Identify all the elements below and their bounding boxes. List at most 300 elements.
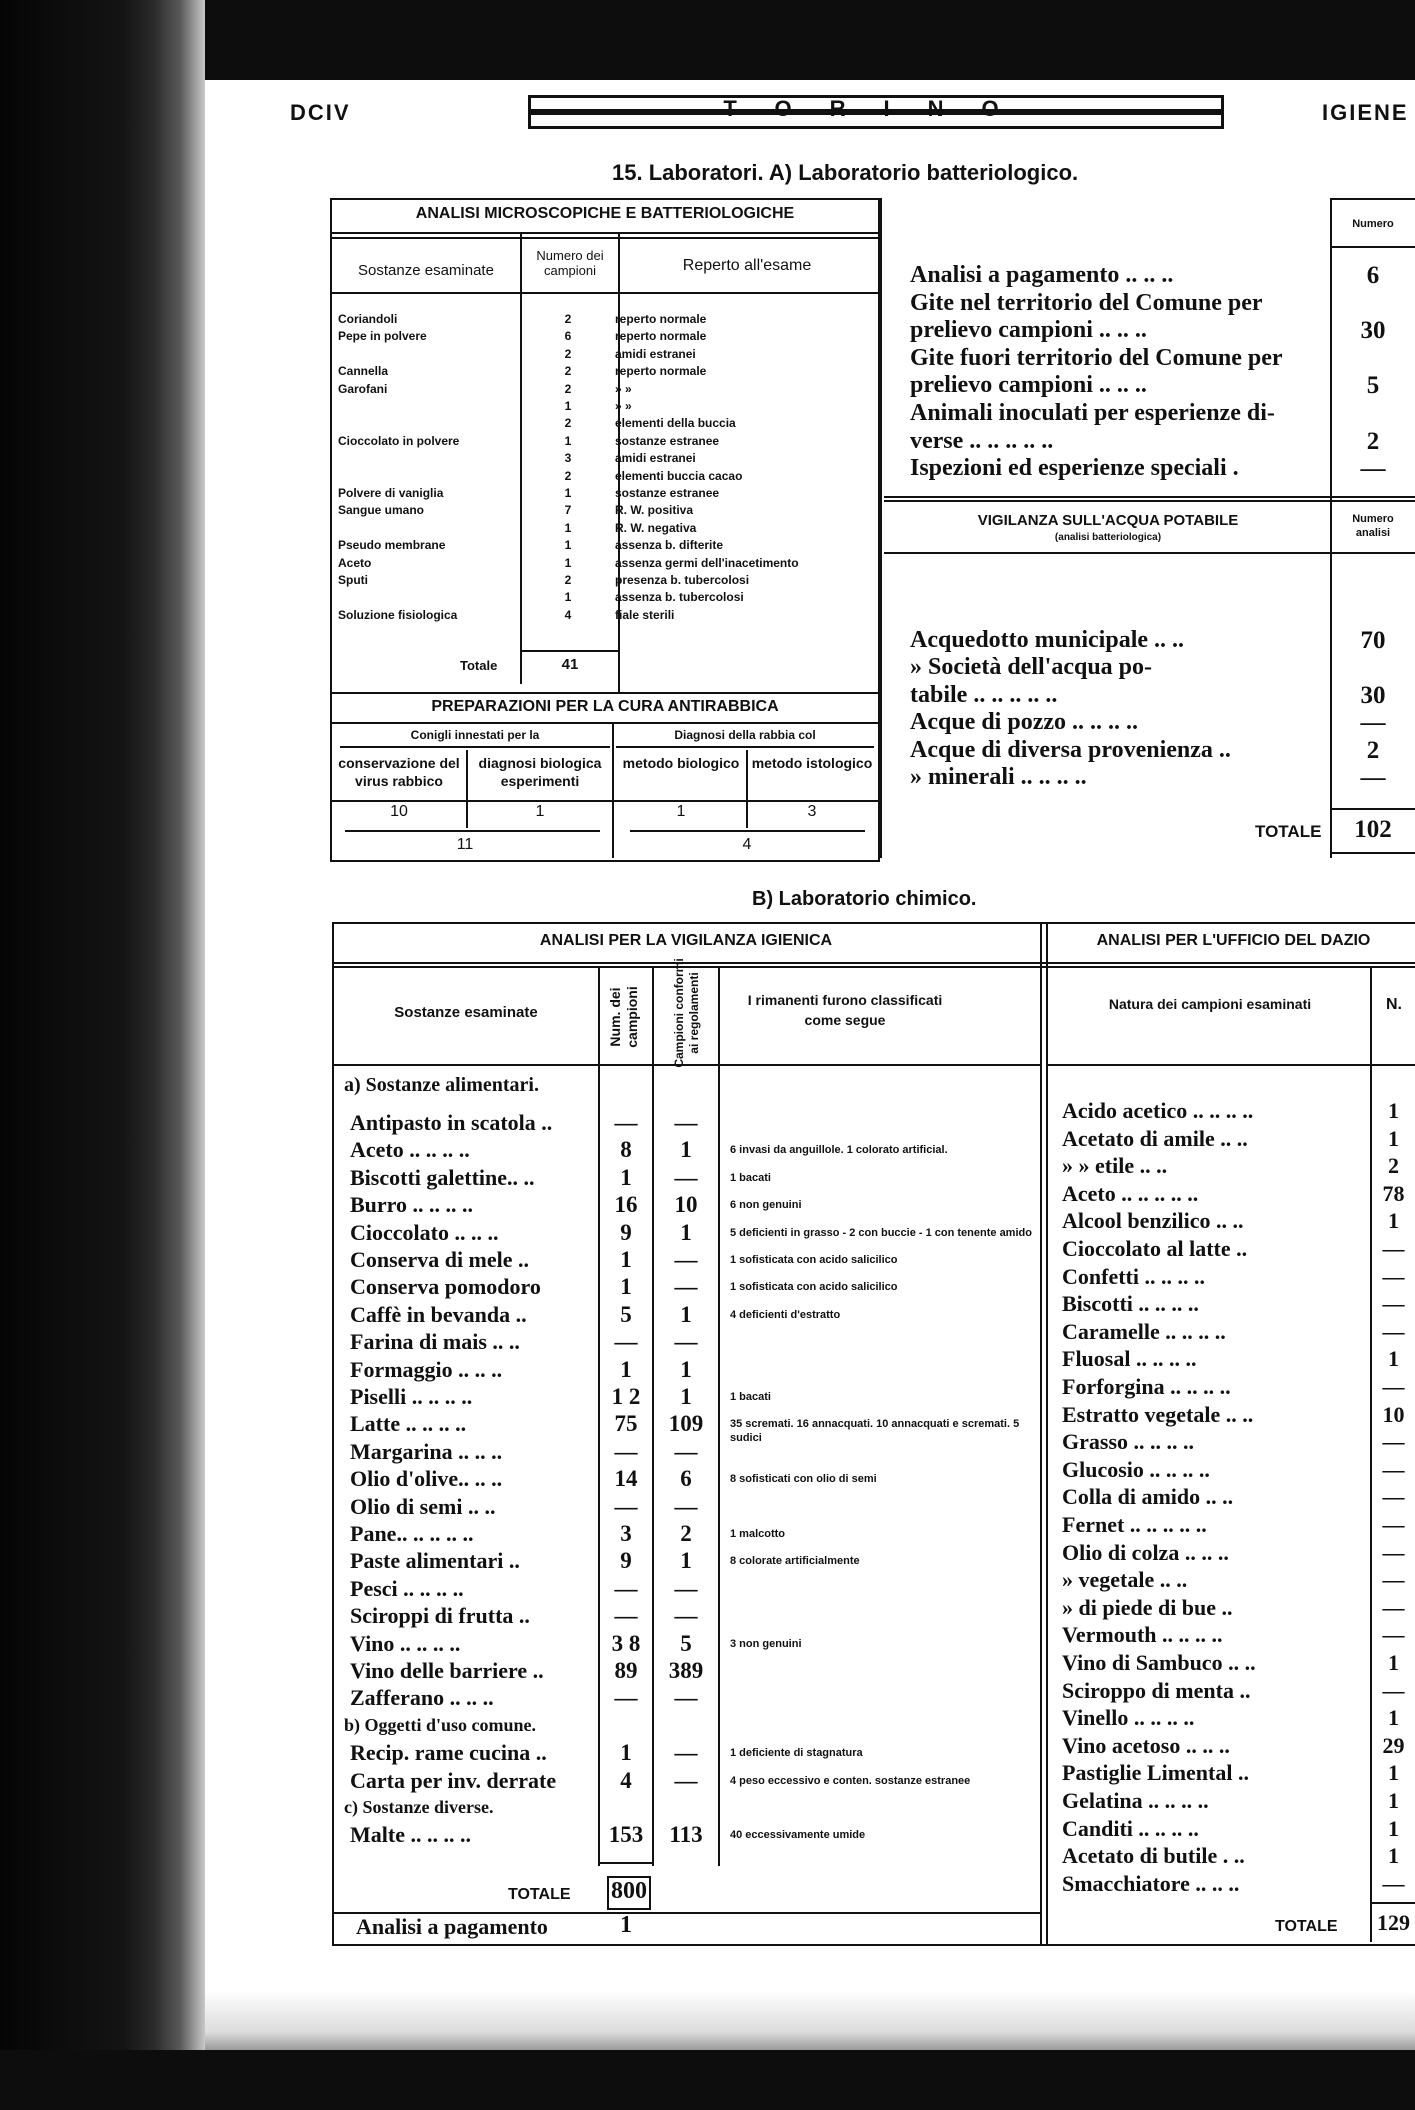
igienica-row-num: 153 xyxy=(608,1822,644,1848)
igienica-col-rimanenti: I rimanenti furono classificati come segue xyxy=(747,992,943,1028)
dazio-row-n: 1 xyxy=(1388,1760,1399,1786)
pagamento-row-label: prelievo campioni .. .. .. xyxy=(910,372,1147,399)
micro-row-reperto: amidi estranei xyxy=(615,451,696,466)
igienica-group-c: c) Sostanze diverse. xyxy=(344,1797,494,1817)
igienica-row-rimanenti: 1 sofisticata con acido salicilico xyxy=(730,1281,898,1294)
dazio-divider xyxy=(1040,922,1042,1944)
igienica-row-num: 1 xyxy=(620,1247,632,1272)
dazio-row-natura: Confetti .. .. .. .. xyxy=(1062,1263,1205,1289)
dazio-row-natura: » » etile .. .. xyxy=(1062,1153,1168,1179)
igienica-row-rimanenti: 6 non genuini xyxy=(730,1199,802,1212)
dazio-total-label: TOTALE xyxy=(1275,1918,1338,1935)
antirabbica-col-diagnosi: diagnosi biologica esperimenti xyxy=(478,755,602,789)
igienica-row-num: 75 xyxy=(614,1411,638,1437)
igienica-row-num: 14 xyxy=(614,1466,638,1492)
micro-row-reperto: presenza b. tubercolosi xyxy=(615,573,750,587)
dazio-row-n: 1 xyxy=(1388,1843,1399,1869)
antirabbica-value: 10 xyxy=(390,803,408,820)
igienica-row-conformi: — xyxy=(674,1603,698,1629)
pagamento-row-value: 6 xyxy=(1366,262,1380,289)
section-title: 15. Laboratori. A) Laboratorio batteriologico. xyxy=(612,160,1079,185)
dazio-row-n: 1 xyxy=(1388,1650,1399,1675)
igienica-row-conformi: — xyxy=(674,1685,698,1711)
micro-row-numero: 2 xyxy=(564,346,572,361)
antirabbica-col-divider xyxy=(612,722,614,858)
page-number: DCIV xyxy=(290,100,351,125)
igienica-row-num: 9 xyxy=(620,1219,632,1245)
micro-row-numero: 2 xyxy=(564,312,572,326)
igienica-row-num: — xyxy=(614,1438,638,1464)
igienica-row-conformi: — xyxy=(674,1274,698,1300)
chimico-rule xyxy=(334,962,1415,964)
micro-row-reperto: reperto normale xyxy=(615,329,707,344)
dazio-row-n: 1 xyxy=(1388,1815,1399,1841)
igienica-row-sostanza: Formaggio .. .. .. xyxy=(350,1356,503,1382)
micro-row-sostanza: Sputi xyxy=(338,573,368,587)
igienica-row-rimanenti: 8 colorate artificialmente xyxy=(730,1555,860,1568)
igienica-row-sostanza: Malte .. .. .. .. xyxy=(350,1822,471,1848)
igienica-total-label: TOTALE xyxy=(508,1886,571,1903)
igienica-row-conformi: — xyxy=(674,1247,698,1272)
antirabbica-left-total: 11 xyxy=(456,836,474,853)
igienica-row-sostanza: Sciroppi di frutta .. xyxy=(350,1603,530,1629)
scan-border-top xyxy=(0,0,1415,80)
dazio-row-natura: Vino acetoso .. .. .. xyxy=(1062,1732,1230,1758)
igienica-row-sostanza: Caffè in bevanda .. xyxy=(350,1301,527,1327)
vigilanza-acqua-col-numero: Numero analisi xyxy=(1352,513,1394,539)
running-head-title: TORINO xyxy=(723,96,1037,121)
dazio-row-natura: Smacchiatore .. .. .. xyxy=(1062,1870,1240,1896)
dazio-row-n: 1 xyxy=(1388,1098,1399,1123)
micro-col-divider xyxy=(520,232,522,684)
dazio-total-value: 129 xyxy=(1377,1910,1410,1935)
pagamento-row-label: prelievo campioni .. .. .. xyxy=(910,317,1147,344)
micro-row-numero: 2 xyxy=(564,573,572,587)
vigilanza-acqua-total-label: TOTALE xyxy=(1255,822,1322,841)
igienica-col-divider xyxy=(718,966,720,1866)
vigilanza-acqua-title: VIGILANZA SULL'ACQUA POTABILE xyxy=(977,512,1239,529)
pagamento-row-label: Analisi a pagamento .. .. .. xyxy=(910,262,1174,288)
scan-border-left xyxy=(0,0,205,2110)
igienica-row-conformi: 1 xyxy=(680,1137,692,1163)
micro-row-reperto: assenza b. tubercolosi xyxy=(615,590,744,605)
igienica-row-conformi: 1 xyxy=(680,1219,692,1245)
igienica-row-rimanenti: 35 scremati. 16 annacquati. 10 annacquati e scremati. 5 sudici xyxy=(730,1418,1020,1445)
dazio-row-n: 1 xyxy=(1388,1208,1399,1234)
vigilanza-acqua-row-value: — xyxy=(1360,709,1386,737)
dazio-row-n: — xyxy=(1382,1263,1405,1289)
igienica-row-conformi: — xyxy=(674,1767,698,1793)
antirabbica-title: PREPARAZIONI PER LA CURA ANTIRABBICA xyxy=(431,698,779,715)
micro-row-numero: 7 xyxy=(564,503,572,518)
antirabbica-col-divider xyxy=(466,750,468,828)
dazio-row-natura: » di piede di bue .. xyxy=(1062,1594,1233,1620)
igienica-row-conformi: — xyxy=(674,1740,698,1766)
micro-row-reperto: R. W. positiva xyxy=(615,503,694,518)
micro-row-reperto: fiale sterili xyxy=(615,607,675,622)
dazio-row-natura: Canditi .. .. .. .. xyxy=(1062,1815,1199,1841)
igienica-row-num: 1 xyxy=(620,1164,632,1190)
micro-row-numero: 1 xyxy=(564,538,572,553)
dazio-col-natura: Natura dei campioni esaminati xyxy=(1108,996,1312,1012)
micro-row-sostanza: Aceto xyxy=(338,555,372,570)
igienica-row-num: 3 8 xyxy=(611,1630,641,1656)
dazio-row-n: — xyxy=(1382,1429,1405,1455)
igienica-row-conformi: — xyxy=(674,1438,698,1464)
micro-row-sostanza: Coriandoli xyxy=(338,312,398,326)
igienica-row-rimanenti: 4 peso eccessivo e conten. sostanze estranee xyxy=(730,1774,971,1787)
pagamento-row-label: Ispezioni ed esperienze speciali . xyxy=(910,455,1239,482)
vigilanza-acqua-row-label: Acque di diversa provenienza .. xyxy=(910,736,1231,763)
dazio-row-n: — xyxy=(1382,1567,1405,1593)
igienica-col-conformi: Campioni conformi ai regolamenti xyxy=(672,958,701,1068)
vigilanza-acqua-row-value: — xyxy=(1360,764,1386,791)
micro-row-reperto: sostanze estranee xyxy=(615,486,720,500)
dazio-row-n: — xyxy=(1382,1622,1405,1648)
dazio-row-n: 1 xyxy=(1388,1346,1399,1372)
igienica-row-sostanza: Olio di semi .. .. xyxy=(350,1493,496,1519)
dazio-row-n: — xyxy=(1382,1291,1405,1317)
dazio-row-n: — xyxy=(1382,1236,1405,1261)
igienica-row-sostanza: Vino .. .. .. .. xyxy=(350,1630,461,1656)
igienica-row-sostanza: Piselli .. .. .. .. xyxy=(350,1384,473,1409)
dazio-divider xyxy=(1046,922,1048,1944)
igienica-title: ANALISI PER LA VIGILANZA IGIENICA xyxy=(539,932,833,949)
dazio-header-rule xyxy=(1046,1064,1415,1066)
dazio-row-natura: Cioccolato al latte .. xyxy=(1062,1236,1248,1261)
vigilanza-acqua-total-rule xyxy=(1330,808,1415,810)
dazio-row-n: 2 xyxy=(1388,1153,1399,1179)
dazio-row-n: 1 xyxy=(1388,1125,1399,1151)
igienica-row-num: 89 xyxy=(614,1658,638,1683)
dazio-row-natura: Sciroppo di menta .. xyxy=(1062,1677,1251,1703)
pagamento-rule xyxy=(1330,246,1415,248)
igienica-row-sostanza: Biscotti galettine.. .. xyxy=(350,1164,535,1190)
igienica-row-num: — xyxy=(614,1493,638,1519)
dazio-col-n: N. xyxy=(1386,996,1402,1013)
igienica-row-num: 1 xyxy=(620,1740,632,1766)
igienica-row-sostanza: Pane.. .. .. .. .. xyxy=(350,1521,474,1546)
igienica-row-conformi: 10 xyxy=(674,1192,698,1218)
dazio-row-natura: Acetato di amile .. .. xyxy=(1062,1125,1248,1151)
igienica-row-num: — xyxy=(614,1110,638,1135)
micro-row-sostanza: Polvere di vaniglia xyxy=(338,486,444,500)
igienica-group-a: a) Sostanze alimentari. xyxy=(344,1074,539,1096)
igienica-row-conformi: — xyxy=(674,1110,698,1135)
dazio-row-natura: Vinello .. .. .. .. xyxy=(1062,1705,1195,1731)
micro-row-sostanza: Soluzione fisiologica xyxy=(338,607,458,622)
scan-border-bottom xyxy=(0,2050,1415,2110)
igienica-row-rimanenti: 1 malcotto xyxy=(730,1528,786,1540)
dazio-row-n: 78 xyxy=(1382,1180,1405,1206)
micro-footer-rule xyxy=(332,692,878,694)
micro-row-numero: 3 xyxy=(564,451,572,466)
antirabbica-rule xyxy=(332,800,878,802)
antirabbica-brace xyxy=(616,746,874,748)
igienica-row-sostanza: Olio d'olive.. .. .. xyxy=(350,1466,503,1492)
vigilanza-acqua-total-rule xyxy=(1330,852,1415,854)
igienica-pagamento-label: Analisi a pagamento xyxy=(356,1914,548,1939)
antirabbica-right-total: 4 xyxy=(742,836,752,853)
igienica-row-sostanza: Zafferano .. .. .. xyxy=(350,1685,494,1711)
dazio-row-natura: Forforgina .. .. .. .. xyxy=(1062,1374,1231,1399)
vigilanza-acqua-row-label: tabile .. .. .. .. .. xyxy=(910,681,1058,708)
micro-row-sostanza: Sangue umano xyxy=(338,503,425,518)
dazio-row-natura: Fernet .. .. .. .. .. xyxy=(1062,1512,1207,1537)
dazio-row-natura: Acido acetico .. .. .. .. xyxy=(1062,1098,1254,1123)
dazio-total-rule xyxy=(1370,1902,1415,1904)
igienica-row-rimanenti: 4 deficienti d'estratto xyxy=(730,1308,841,1321)
vigilanza-acqua-row-label: Acque di pozzo .. .. .. .. xyxy=(910,709,1138,736)
igienica-row-conformi: 113 xyxy=(669,1822,703,1848)
micro-total-value: 41 xyxy=(561,656,579,673)
micro-row-reperto: sostanze estranee xyxy=(615,433,720,448)
vigilanza-acqua-rule xyxy=(884,496,1415,498)
igienica-row-rimanenti: 1 bacati xyxy=(730,1171,771,1184)
igienica-row-num: — xyxy=(614,1685,638,1711)
pagamento-row-label: verse .. .. .. .. .. xyxy=(910,427,1054,454)
micro-row-numero: 2 xyxy=(564,364,572,379)
igienica-row-rimanenti: 6 invasi da anguillole. 1 colorato artificial. xyxy=(730,1144,948,1157)
pagamento-row-label: Gite fuori territorio del Comune per xyxy=(910,344,1283,371)
micro-row-numero: 1 xyxy=(564,520,572,535)
dazio-row-natura: Vino di Sambuco .. .. xyxy=(1062,1650,1256,1675)
micro-total-rule xyxy=(520,650,618,652)
pagamento-row-value: 2 xyxy=(1366,427,1380,455)
igienica-row-rimanenti: 8 sofisticati con olio di semi xyxy=(730,1473,877,1486)
antirabbica-brace xyxy=(630,830,865,832)
igienica-row-num: 1 2 xyxy=(611,1384,641,1409)
micro-header-rule xyxy=(332,292,878,294)
dazio-row-natura: Olio di colza .. .. .. xyxy=(1062,1539,1229,1565)
micro-rule xyxy=(332,237,878,239)
vigilanza-acqua-total-value: 102 xyxy=(1354,816,1392,843)
micro-row-reperto: » » xyxy=(615,381,632,396)
antirabbica-right-group: Diagnosi della rabbia col xyxy=(674,728,816,742)
igienica-row-num: — xyxy=(614,1329,638,1355)
pagamento-rule xyxy=(1330,198,1415,200)
dazio-row-n: — xyxy=(1382,1374,1405,1399)
igienica-row-conformi: 1 xyxy=(680,1548,692,1574)
antirabbica-col-conservazione: conservazione del virus rabbico xyxy=(338,755,460,789)
micro-row-numero: 1 xyxy=(564,555,572,570)
antirabbica-value: 1 xyxy=(676,803,686,820)
dazio-row-n: — xyxy=(1382,1677,1405,1703)
dazio-row-natura: Biscotti .. .. .. .. xyxy=(1062,1291,1199,1317)
igienica-header-rule xyxy=(334,1064,1040,1066)
antirabbica-value: 3 xyxy=(807,803,817,820)
dazio-row-natura: Pastiglie Limental .. xyxy=(1062,1760,1249,1786)
antirabbica-left-group: Conigli innestati per la xyxy=(410,728,540,742)
pagamento-col-numero: Numero xyxy=(1352,218,1394,230)
dazio-row-n: — xyxy=(1382,1456,1405,1482)
dazio-row-natura: Fluosal .. .. .. .. xyxy=(1062,1346,1197,1372)
igienica-row-num: 3 xyxy=(620,1521,632,1546)
igienica-row-sostanza: Margarina .. .. .. xyxy=(350,1438,503,1464)
dazio-row-natura: Estratto vegetale .. .. xyxy=(1062,1401,1254,1427)
dazio-row-n: 29 xyxy=(1382,1732,1405,1758)
antirabbica-value: 1 xyxy=(535,803,545,820)
igienica-row-sostanza: Vino delle barriere .. xyxy=(350,1658,544,1683)
dazio-row-n: — xyxy=(1382,1870,1405,1896)
micro-row-numero: 4 xyxy=(564,607,572,622)
igienica-row-conformi: 6 xyxy=(680,1466,692,1492)
igienica-row-rimanenti: 1 deficiente di stagnatura xyxy=(730,1747,863,1760)
dazio-row-n: 1 xyxy=(1388,1705,1399,1731)
igienica-row-conformi: 109 xyxy=(668,1411,704,1437)
vigilanza-acqua-row-label: Acquedotto municipale .. .. xyxy=(910,627,1185,653)
igienica-row-sostanza: Paste alimentari .. xyxy=(350,1548,520,1574)
igienica-row-rimanenti: 1 sofisticata con acido salicilico xyxy=(730,1254,898,1266)
pagamento-row-value: 5 xyxy=(1366,372,1380,400)
dazio-row-n: — xyxy=(1382,1318,1405,1344)
dazio-row-n: — xyxy=(1382,1539,1405,1565)
antirabbica-col-divider xyxy=(746,750,748,828)
dazio-row-natura: Gelatina .. .. .. .. xyxy=(1062,1788,1209,1813)
igienica-row-conformi: 389 xyxy=(668,1658,704,1683)
micro-row-sostanza: Pseudo membrane xyxy=(338,538,446,553)
igienica-total-rule xyxy=(600,1862,652,1864)
micro-row-reperto: » » xyxy=(615,399,632,413)
micro-row-reperto: elementi buccia cacao xyxy=(615,468,743,483)
micro-row-numero: 1 xyxy=(564,433,572,448)
vigilanza-acqua-row-label: » Società dell'acqua po- xyxy=(910,654,1153,681)
igienica-row-conformi: — xyxy=(674,1493,698,1519)
chimico-rule xyxy=(334,966,1415,968)
igienica-row-rimanenti: 1 bacati xyxy=(730,1391,771,1403)
micro-row-sostanza: Cioccolato in polvere xyxy=(338,433,460,448)
scan-shadow-bottom xyxy=(205,1990,1415,2050)
dazio-row-n: — xyxy=(1382,1484,1405,1510)
chimico-title: B) Laboratorio chimico. xyxy=(752,888,977,910)
micro-row-reperto: amidi estranei xyxy=(615,346,696,361)
antirabbica-brace xyxy=(340,746,610,748)
igienica-row-sostanza: Conserva di mele .. xyxy=(350,1247,530,1272)
vigilanza-acqua-row-value: 30 xyxy=(1360,681,1386,709)
igienica-row-sostanza: Pesci .. .. .. .. xyxy=(350,1575,464,1601)
micro-row-reperto: elementi della buccia xyxy=(615,416,736,431)
igienica-row-num: 16 xyxy=(614,1192,638,1218)
vigilanza-acqua-row-value: 70 xyxy=(1360,627,1386,654)
vigilanza-acqua-subtitle: (analisi batteriologica) xyxy=(1054,532,1162,543)
micro-row-sostanza: Pepe in polvere xyxy=(338,329,427,344)
micro-row-reperto: R. W. negativa xyxy=(615,520,697,535)
micro-row-numero: 1 xyxy=(564,486,572,500)
antirabbica-rule xyxy=(332,722,878,724)
igienica-row-sostanza: Antipasto in scatola .. xyxy=(350,1110,553,1135)
pagamento-row-value: 30 xyxy=(1360,317,1386,345)
igienica-row-num: — xyxy=(614,1575,638,1601)
upper-right-border xyxy=(880,198,882,858)
igienica-row-sostanza: Cioccolato .. .. .. xyxy=(350,1219,499,1245)
igienica-row-num: 4 xyxy=(620,1767,632,1793)
micro-title: ANALISI MICROSCOPICHE E BATTERIOLOGICHE xyxy=(415,205,795,222)
micro-row-reperto: reperto normale xyxy=(615,312,707,326)
micro-col-sostanze: Sostanze esaminate xyxy=(358,262,494,279)
igienica-row-sostanza: Farina di mais .. .. xyxy=(350,1329,520,1355)
igienica-row-conformi: 5 xyxy=(680,1630,692,1656)
igienica-col-sostanze: Sostanze esaminate xyxy=(394,1004,538,1021)
vigilanza-acqua-row-value: 2 xyxy=(1366,736,1380,764)
igienica-row-sostanza: Aceto .. .. .. .. xyxy=(350,1137,470,1163)
micro-row-sostanza: Garofani xyxy=(338,381,388,396)
micro-col-numero: Numero dei campioni xyxy=(536,248,604,278)
dazio-row-natura: » vegetale .. .. xyxy=(1062,1567,1188,1593)
igienica-row-num: 9 xyxy=(620,1548,632,1574)
vigilanza-acqua-row-label: » minerali .. .. .. .. xyxy=(910,764,1087,790)
igienica-row-rimanenti: 3 non genuini xyxy=(730,1637,802,1650)
dazio-title: ANALISI PER L'UFFICIO DEL DAZIO xyxy=(1096,932,1371,949)
upper-right-num-divider xyxy=(1330,198,1332,858)
micro-row-numero: 2 xyxy=(564,468,572,483)
dazio-row-n: — xyxy=(1382,1512,1405,1537)
igienica-row-sostanza: Recip. rame cucina .. xyxy=(350,1740,547,1766)
igienica-row-conformi: 1 xyxy=(680,1356,692,1382)
micro-row-numero: 1 xyxy=(564,590,572,605)
running-head-section: IGIENE xyxy=(1322,100,1409,125)
igienica-group-b: b) Oggetti d'uso comune. xyxy=(344,1714,537,1735)
micro-row-numero: 1 xyxy=(564,399,572,413)
igienica-row-sostanza: Conserva pomodoro xyxy=(350,1274,541,1300)
igienica-row-conformi: 1 xyxy=(680,1301,692,1327)
igienica-row-conformi: 2 xyxy=(680,1521,692,1546)
igienica-row-sostanza: Carta per inv. derrate xyxy=(350,1767,557,1793)
antirabbica-col-metodo-istologico: metodo istologico xyxy=(751,755,873,771)
igienica-row-rimanenti: 40 eccessivamente umide xyxy=(730,1829,866,1842)
micro-row-reperto: reperto normale xyxy=(615,364,707,379)
dazio-row-n: — xyxy=(1382,1594,1405,1620)
dazio-row-natura: Glucosio .. .. .. .. xyxy=(1062,1456,1210,1482)
pagamento-row-value: — xyxy=(1360,455,1386,483)
pagamento-row-label: Animali inoculati per esperienze di- xyxy=(910,400,1275,426)
dazio-row-natura: Acetato di butile . .. xyxy=(1062,1843,1245,1869)
vigilanza-acqua-rule xyxy=(884,552,1415,554)
igienica-row-num: 8 xyxy=(620,1137,632,1163)
antirabbica-brace xyxy=(345,830,600,832)
igienica-row-num: — xyxy=(614,1603,638,1629)
micro-row-reperto: assenza b. difterite xyxy=(615,538,724,553)
igienica-row-rimanenti: 5 deficienti in grasso - 2 con buccie - 1 con tenente amido xyxy=(730,1226,1032,1239)
vigilanza-acqua-rule xyxy=(884,500,1415,502)
dazio-row-natura: Grasso .. .. .. .. xyxy=(1062,1429,1194,1455)
dazio-row-natura: Alcool benzilico .. .. xyxy=(1062,1208,1244,1234)
pagamento-row-label: Gite nel territorio del Comune per xyxy=(910,289,1263,316)
dazio-row-n: 10 xyxy=(1382,1401,1405,1427)
igienica-row-num: 5 xyxy=(620,1301,632,1327)
dazio-row-natura: Aceto .. .. .. .. .. xyxy=(1062,1180,1199,1206)
micro-row-numero: 6 xyxy=(564,329,572,344)
igienica-pagamento-value: 1 xyxy=(620,1912,632,1938)
igienica-row-num: 1 xyxy=(620,1274,632,1300)
igienica-row-conformi: 1 xyxy=(680,1384,692,1409)
dazio-row-n: 1 xyxy=(1388,1788,1399,1813)
micro-col-reperto: Reperto all'esame xyxy=(682,257,812,274)
micro-row-numero: 2 xyxy=(564,416,572,431)
dazio-row-natura: Vermouth .. .. .. .. xyxy=(1062,1622,1223,1648)
micro-total-label: Totale xyxy=(460,658,498,673)
igienica-row-num: 1 xyxy=(620,1356,632,1382)
igienica-total-value: 800 xyxy=(607,1876,651,1910)
micro-row-numero: 2 xyxy=(564,381,572,396)
antirabbica-col-metodo-biologico: metodo biologico xyxy=(622,755,740,771)
dazio-row-natura: Colla di amido .. .. xyxy=(1062,1484,1234,1510)
igienica-row-conformi: — xyxy=(674,1329,698,1355)
micro-row-reperto: assenza germi dell'inacetimento xyxy=(615,555,799,570)
igienica-row-sostanza: Latte .. .. .. .. xyxy=(350,1411,467,1437)
igienica-row-conformi: — xyxy=(674,1575,698,1601)
igienica-col-num: Num. dei campioni xyxy=(607,986,640,1048)
micro-rule xyxy=(332,232,878,234)
